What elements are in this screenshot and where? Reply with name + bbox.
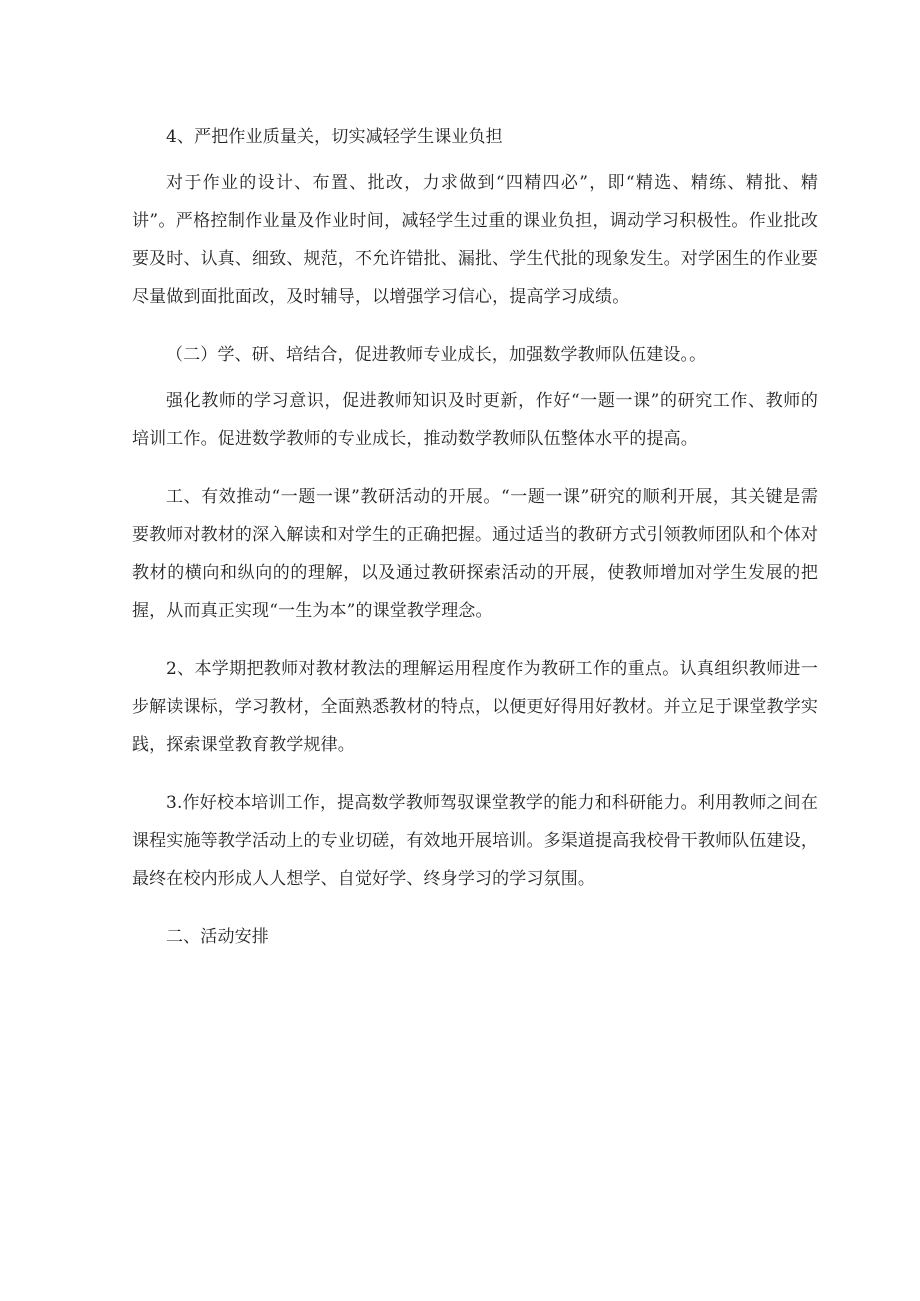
section-heading-activity-arrangement: 二、活动安排	[166, 927, 269, 947]
paragraph-one-question-one-lesson: 工、有效推动“一题一课”教研活动的开展。“一题一课”研究的顺利开展，其关键是需要教师对教材的深入解读和对学生的正确把握。通过适当的教研方式引领教师团队和个体对教材的横向和纵向的的理解，以及通过教研探索活动的开展，使教师增加对学生发展的把握，从而真正实现“一生为本”的课堂教学理念。	[132, 487, 818, 621]
paragraph-homework-requirements: 对于作业的设计、布置、批改，力求做到“四精四必”，即“精选、精练、精批、精讲”。严格控制作业量及作业时间，减轻学生过重的课业负担，调动学习积极性。作业批改要及时、认真、细致、规范，不允许错批、漏批、学生代批的现象发生。对学困生的作业要尽量做到面批面改，及时辅导，以增强学习信心，提高学习成绩。	[132, 173, 818, 307]
paragraph-teaching-research-focus: 2、本学期把教师对教材教法的理解运用程度作为教研工作的重点。认真组织教师进一步解读课标，学习教材，全面熟悉教材的特点，以便更好得用好教材。并立足于课堂教学实践，探索课堂教育教学规律。	[132, 659, 818, 755]
paragraph-school-based-training: 3.作好校本培训工作，提高数学教师驾驭课堂教学的能力和科研能力。利用教师之间在课程实施等教学活动上的专业切磋，有效地开展培训。多渠道提高我校骨干教师队伍建设，最终在校内形成人人想学、自觉好学、终身学习的学习氛围。	[132, 793, 818, 889]
document-body	[132, 118, 818, 976]
section-heading-teacher-growth: （二）学、研、培结合，促进教师专业成长，加强数学教师队伍建设。。	[166, 345, 707, 365]
paragraph-teacher-learning: 强化教师的学习意识，促进教师知识及时更新，作好“一题一课”的研究工作、教师的培训工作。促进数学教师的专业成长，推动数学教师队伍整体水平的提高。	[132, 391, 818, 449]
item-heading-homework-quality: 4、严把作业质量关，切实减轻学生课业负担	[166, 127, 503, 147]
